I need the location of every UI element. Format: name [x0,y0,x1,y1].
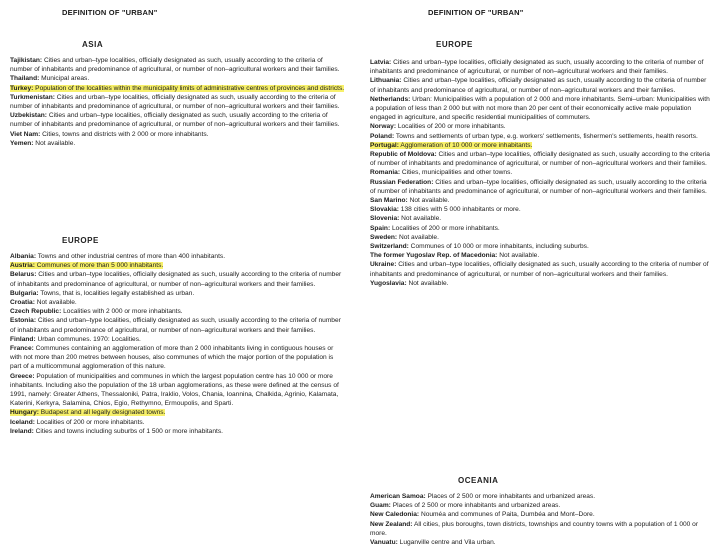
definition-entry [370,260,710,278]
definition-text [10,428,223,435]
definition-body: Cities and urban–type localities, officially designated as such, usually according to the criteria of number of inhabitants and predominance of agricultural, or number of non–agricultural workers and their families. [370,59,704,76]
europe-entries-right [370,58,710,288]
page-title: DEFINITION OF "URBAN" [62,8,158,17]
definition-body: Places of 2 500 or more inhabitants and urbanized areas. [425,493,596,500]
country-name: Bulgaria: [10,289,39,297]
definition-body: 138 cities with 5 000 inhabitants or more. [398,206,521,214]
definition-entry [10,307,346,316]
country-name: Yemen: [10,139,34,147]
country-name: Russian Federation: [370,178,434,186]
country-name: Netherlands: [370,95,411,103]
definition-text [10,140,75,147]
definition-text [370,197,450,204]
country-name: New Zealand: [370,520,413,528]
definition-body: Not available. [34,299,77,307]
country-name: Iceland: [10,418,35,426]
definition-text [10,308,183,315]
definition-text [370,280,448,287]
definition-body: Population of the localities within the municipality limits of administrative centres of provinces and districts. [33,84,345,92]
definition-body: Cities and urban–type localities, officially designated as such, usually according to the criteria of number of inhabitants and predominance of agricultural, or number of non–agricultural workers and their families. [370,261,709,278]
highlighted-definition [10,262,163,269]
definition-text [10,419,145,426]
definition-entry [370,510,710,519]
definition-entry [10,427,346,436]
country-name: Turkmenistan: [10,93,55,101]
definition-entry [370,150,710,168]
definition-entry [10,316,346,334]
country-name: Switzerland: [370,243,409,251]
country-name: Sweden: [370,233,398,241]
country-name: Spain: [370,224,391,232]
europe-entries-left [10,252,346,436]
definition-body: Cities and urban–type localities, officially designated as such, usually according to the criteria of number of inhabitants and predominance of agricultural, or number of non–agricultural workers and their families. [10,271,342,288]
definition-text [10,271,341,287]
definition-text [370,521,698,537]
definition-text [370,215,441,222]
definition-body: Communes containing an agglomeration of more than 2 000 inhabitants living in contiguous houses or with not more than 200 metres between houses, also communes of which the major portion of the population is part of a multicommunal agglomeration of this nature. [10,345,334,371]
definition-text [370,77,706,93]
definition-body: Urban: Municipalities with a population of 2 000 and more inhabitants. Semi–urban: Municipalities with a population of less than 2 000 but with not more than 20 per cent of their economically active male population engaged in agriculture, and specific residential municipalities of commuters. [370,95,710,122]
definition-body: Communes of more than 5 000 inhabitants. [34,262,164,270]
country-name: Slovenia: [370,215,400,223]
country-name: Greece: [10,372,35,380]
oceania-entries [370,492,710,547]
definition-text [10,345,333,370]
highlighted-definition [370,142,532,149]
definition-body: Cities and urban–type localities, officially designated as such, usually according to the criteria of number of inhabitants and predominance of agricultural, or number of non–agricultural workers and their families. [370,178,707,195]
definition-body: Cities and urban–type localities, officially designated as such, usually according to the criteria of number of inhabitants and predominance of agricultural, or number of non–agricultural workers and their families. [10,93,340,111]
country-name: Ukraine: [370,261,397,269]
country-name: Finland: [10,335,36,343]
country-name: Croatia: [10,299,35,307]
definition-body: Localities of 200 or more inhabitants. [396,123,506,131]
definition-body: Not available. [497,252,540,260]
definition-entry [370,132,710,141]
country-name: Viet Nam: [10,130,41,138]
definition-text [10,131,209,138]
definition-entry [10,93,346,111]
definition-entry [10,335,346,344]
country-name: Norway: [370,123,397,131]
definition-text [10,317,341,333]
highlighted-definition [10,409,165,416]
definition-entry [10,270,346,288]
definition-entry [370,224,710,233]
definition-text [370,511,595,518]
country-name: Czech Republic: [10,308,62,316]
definition-body: Nouméa and communes of Paita, Dumbéa and Mont–Dore. [419,511,595,519]
definition-entry [10,139,346,148]
definition-text [10,290,194,297]
section-heading-europe-right: EUROPE [436,40,473,49]
country-name: Lithuania: [370,77,402,85]
definition-entry [10,84,346,93]
definition-body: Not available. [399,215,442,223]
definition-entry [10,74,346,83]
country-name: Portugal: [370,141,399,149]
definition-text [370,234,439,241]
country-name: Romania: [370,169,401,177]
definition-entry [370,141,710,150]
definition-text [10,299,77,306]
definition-body: Cities and urban–type localities, officially designated as such, usually according to the criteria of number of inhabitants and predominance of agricultural, or number of non–agricultural workers and their families. [10,112,340,129]
definition-entry [370,251,710,260]
country-name: Slovakia: [370,206,399,214]
country-name: Republic of Moldova: [370,151,437,159]
definition-body: Not available. [33,139,76,147]
section-heading-oceania: OCEANIA [458,476,499,485]
country-name: Guam: [370,502,391,510]
definition-body: Towns and settlements of urban type, e.g. workers' settlements, fishermen's settlements, health resorts. [394,132,698,140]
definition-text [370,502,560,509]
definition-entry [370,76,710,94]
definition-body: Municipal areas. [39,75,90,83]
definition-entry [370,501,710,510]
definition-entry [370,492,710,501]
definition-text [370,123,506,130]
definition-entry [10,289,346,298]
section-heading-europe: EUROPE [62,236,99,245]
definition-text [10,336,141,343]
definition-body: All cities, plus boroughs, town districts, townships and country towns with a population of 1 000 or more. [370,520,699,537]
page-title-right: DEFINITION OF "URBAN" [428,8,524,17]
definition-entry [10,130,346,139]
definition-text [370,179,707,195]
definition-text [370,225,500,232]
country-name: Ireland: [10,427,34,435]
definition-entry [370,538,710,547]
definition-body: Cities and urban–type localities, officially designated as such, usually according to the criteria of number of inhabitants and predominance of agricultural, or number of non–agricultural workers and their families. [370,151,710,168]
definition-body: Budapest and all legally designated towns. [38,409,166,417]
definition-body: Urban communes. 1970: Localities. [35,335,141,343]
country-name: Thailand: [10,75,40,83]
definition-body: Localities of 200 or more inhabitants. [34,418,145,426]
definition-entry [10,261,346,270]
definition-body: Cities and urban–type localities, officially designated as such, usually according to the criteria of number of inhabitants and predominance of agricultural, or number of non–agricultural workers and their families. [10,57,340,74]
definition-entry [370,168,710,177]
definition-entry [370,95,710,123]
definition-body: Not available. [406,279,449,287]
definition-body: Not available. [397,233,439,241]
definition-entry [10,418,346,427]
country-name: Vanuatu: [370,539,398,547]
definition-entry [10,372,346,409]
definition-text [10,57,340,73]
definition-entry [10,298,346,307]
definition-entry [370,122,710,131]
section-heading-asia: ASIA [82,40,104,49]
definition-body: Population of municipalities and communes in which the largest population centre has 10 000 or more inhabitants. Including also the population of the 18 urban agglomerations, as these were defined at the census of 1991, namely: Greater Athens, Thessaloniki, Patra, Iraklio, Volos, Chania, Ioannina, Chalkida, Agrinio, Kalamata, Katerini, Kerkyra, Salamina, Chios, Egio, Rethymno, Ermoupolis, and Sparti. [10,372,339,408]
definition-text [10,373,339,408]
definition-body: Cities and urban–type localities, officially designated as such, usually according to the criteria of number of inhabitants and predominance of agricultural, or number of non–agricultural workers and their families. [370,77,707,94]
country-name: Tajikistan: [10,57,43,64]
country-name: Uzbekistan: [10,112,48,120]
definition-text [10,75,89,82]
definition-entry [10,111,346,129]
definition-entry [370,178,710,196]
definition-body: Cities and towns including suburbs of 1 500 or more inhabitants. [33,427,223,435]
definition-text [370,59,703,75]
country-name: Hungary: [10,409,39,417]
definition-text [10,253,225,260]
country-name: Belarus: [10,271,37,279]
definition-entry [370,242,710,251]
definition-text [370,151,710,167]
definition-entry [370,196,710,205]
definition-entry [370,205,710,214]
definition-text [370,243,589,250]
definition-entry [370,520,710,538]
country-name: The former Yugoslav Rep. of Macedonia: [370,252,498,260]
country-name: Austria: [10,262,35,270]
definition-body: Towns, that is, localities legally established as urban. [38,289,195,297]
country-name: Poland: [370,132,395,140]
asia-entries [10,56,346,148]
country-name: France: [10,345,34,353]
definition-entry [10,344,346,372]
definition-body: Localities with 2 000 or more inhabitants. [61,308,183,316]
definition-text [370,96,710,121]
definition-body: Not available. [407,197,450,205]
highlighted-definition [10,85,344,92]
definition-entry [370,58,710,76]
definition-body: Cities and urban–type localities, officially designated as such, usually according to the criteria of number of inhabitants and predominance of agricultural, or number of non–agricultural workers and their families. [10,317,341,334]
definition-text [370,133,698,140]
definition-entry [10,408,346,417]
definition-text [370,261,709,277]
definition-text [10,112,340,128]
definition-entry [370,279,710,288]
definition-body: Places of 2 500 or more inhabitants and urbanized areas. [390,502,561,510]
definition-text [370,169,512,176]
country-name: Yugoslavia: [370,279,407,287]
definition-text [370,493,595,500]
definition-text [370,206,521,213]
definition-entry [370,214,710,223]
country-name: New Caledonia: [370,511,420,519]
definition-entry [370,233,710,242]
definition-body: Towns and other industrial centres of more than 400 inhabitants. [36,253,226,260]
definition-entry [10,252,346,261]
definition-text [370,539,496,546]
country-name: Latvia: [370,59,392,66]
definition-body: Luganville centre and Vila urban. [397,539,496,547]
definition-text [370,252,539,259]
country-name: San Marino: [370,197,408,205]
definition-body: Cities, towns and districts with 2 000 or more inhabitants. [40,130,209,138]
definition-body: Localities of 200 or more inhabitants. [390,224,500,232]
country-name: Estonia: [10,317,37,325]
definition-body: Communes of 10 000 or more inhabitants, including suburbs. [408,243,589,251]
definition-text [10,94,340,110]
country-name: Turkey: [10,84,34,92]
country-name: American Samoa: [370,493,426,500]
definition-body: Agglomeration of 10 000 or more inhabitants. [398,141,533,149]
definition-entry [10,56,346,74]
country-name: Albania: [10,253,37,260]
definition-body: Cities, municipalities and other towns. [400,169,513,177]
